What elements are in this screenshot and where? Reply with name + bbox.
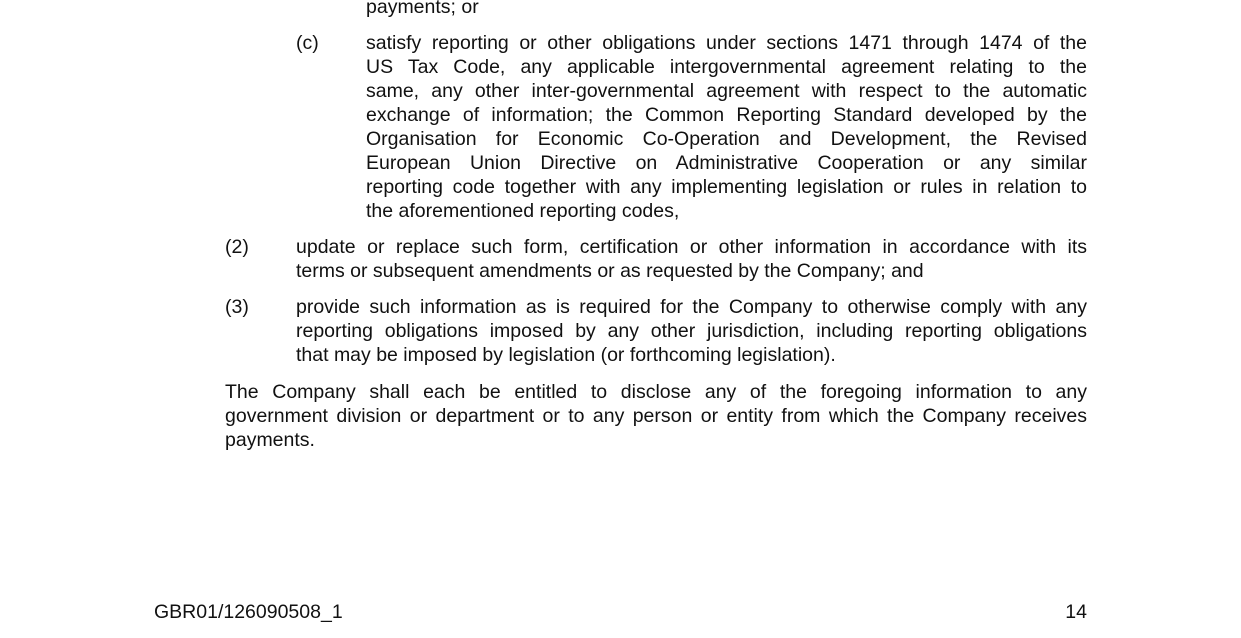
continuation-text: payments; or [366, 0, 479, 18]
item-c-line: same, any other inter-governmental agreement with respect to the automatic [366, 80, 1087, 102]
item-c-line: exchange of information; the Common Reporting Standard developed by the [366, 104, 1087, 126]
closing-paragraph-line: government division or department or to any person or entity from which the Company receives [225, 405, 1087, 427]
list-marker-c: (c) [296, 32, 319, 54]
item-c-line: US Tax Code, any applicable intergovernmental agreement relating to the [366, 56, 1087, 78]
document-reference: GBR01/126090508_1 [154, 601, 343, 623]
list-marker-3: (3) [225, 296, 249, 318]
item-3-line: reporting obligations imposed by any other jurisdiction, including reporting obligations [296, 320, 1087, 342]
item-c-line: European Union Directive on Administrative Cooperation or any similar [366, 152, 1087, 174]
item-c-line: satisfy reporting or other obligations under sections 1471 through 1474 of the [366, 32, 1087, 54]
item-3-line: provide such information as is required for the Company to otherwise comply with any [296, 296, 1087, 318]
item-2-line: terms or subsequent amendments or as requested by the Company; and [296, 260, 924, 282]
item-c-line: Organisation for Economic Co-Operation and Development, the Revised [366, 128, 1087, 150]
item-2-line: update or replace such form, certification or other information in accordance with its [296, 236, 1087, 258]
closing-paragraph-line: The Company shall each be entitled to disclose any of the foregoing information to any [225, 381, 1087, 403]
page-number: 14 [1065, 601, 1087, 623]
item-c-line: the aforementioned reporting codes, [366, 200, 680, 222]
item-c-line: reporting code together with any implementing legislation or rules in relation to [366, 176, 1087, 198]
list-marker-2: (2) [225, 236, 249, 258]
item-3-line: that may be imposed by legislation (or forthcoming legislation). [296, 344, 836, 366]
closing-paragraph-line: payments. [225, 429, 315, 451]
